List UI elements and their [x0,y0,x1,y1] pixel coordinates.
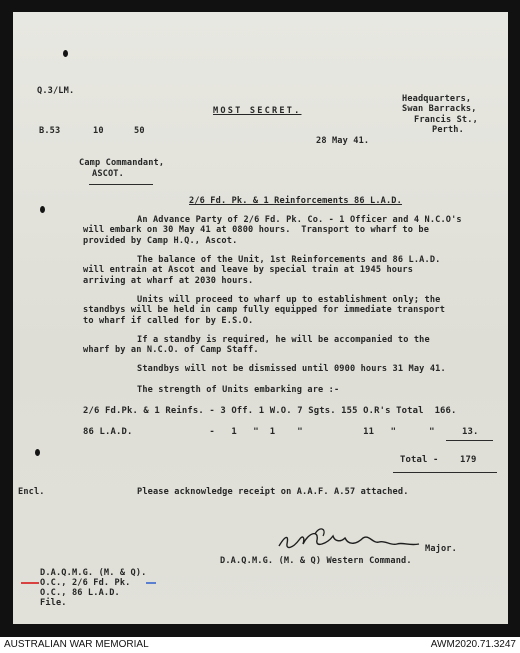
total-label: Total - [400,455,439,465]
distribution-line: O.C., 86 L.A.D. [40,588,120,598]
document-page [13,12,508,624]
total-rule [393,472,497,473]
addressee-line: Camp Commandant, [79,158,165,168]
signature [275,524,425,558]
body-line: provided by Camp H.Q., Ascot. [83,236,238,246]
punch-hole [63,50,68,57]
total-value: 179 [460,455,477,465]
reference-number: Q.3/LM. [37,86,75,96]
body-line: standbys will be held in camp fully equipped for immediate transport [83,305,446,315]
headquarters-line: Perth. [432,125,464,135]
blue-pencil-mark [146,582,156,584]
signatory-rank: Major. [425,544,457,554]
file-code: B.53 [39,126,61,136]
distribution-line: D.A.Q.M.G. (M. & Q). [40,568,147,578]
body-line: The strength of Units embarking are :- [137,385,340,395]
red-pencil-mark [21,582,39,584]
strength-row: 2/6 Fd.Pk. & 1 Reinfs. - 3 Off. 1 W.O. 7 Sgts. 155 O.R's Total 166. [83,406,457,416]
body-line: arriving at wharf at 2030 hours. [83,276,254,286]
body-line: wharf by an N.C.O. of Camp Staff. [83,345,259,355]
signatory-appointment: D.A.Q.M.G. (M. & Q) Western Command. [220,556,412,566]
strength-row: 86 L.A.D. - 1 " 1 " 11 " " 13. [83,427,479,437]
file-code: 50 [134,126,145,136]
distribution-line: O.C., 2/6 Fd. Pk. [40,578,131,588]
acknowledge-line: Please acknowledge receipt on A.A.F. A.57 attached. [137,487,409,497]
punch-hole [35,449,40,456]
punch-hole [40,206,45,213]
body-line: will embark on 30 May 41 at 0800 hours. Transport to wharf to be [83,225,430,235]
security-classification: MOST SECRET. [213,106,302,116]
headquarters-line: Headquarters, [402,94,472,104]
body-line: If a standby is required, he will be accompanied to the [137,335,430,345]
enclosure-label: Encl. [18,487,45,497]
distribution-line: File. [40,598,67,608]
body-line: Units will proceed to wharf up to establishment only; the [137,295,441,305]
addressee-line: ASCOT. [92,169,124,179]
body-line: An Advance Party of 2/6 Fd. Pk. Co. - 1 Officer and 4 N.C.O's [137,215,462,225]
headquarters-line: Francis St., [414,115,478,125]
addressee-rule [89,184,153,185]
file-code: 10 [93,126,104,136]
body-line: will entrain at Ascot and leave by special train at 1945 hours [83,265,414,275]
sum-rule [446,440,493,441]
archive-reference: AWM2020.71.3247 [430,639,516,650]
archive-name: AUSTRALIAN WAR MEMORIAL [4,639,149,650]
body-line: The balance of the Unit, 1st Reinforcements and 86 L.A.D. [137,255,441,265]
archive-footer [0,637,520,653]
body-line: Standbys will not be dismissed until 0900 hours 31 May 41. [137,364,446,374]
subject-heading: 2/6 Fd. Pk. & 1 Reinforcements 86 L.A.D. [189,196,402,206]
document-date: 28 May 41. [316,136,370,146]
body-line: to wharf if called for by E.S.O. [83,316,254,326]
headquarters-line: Swan Barracks, [402,104,477,114]
